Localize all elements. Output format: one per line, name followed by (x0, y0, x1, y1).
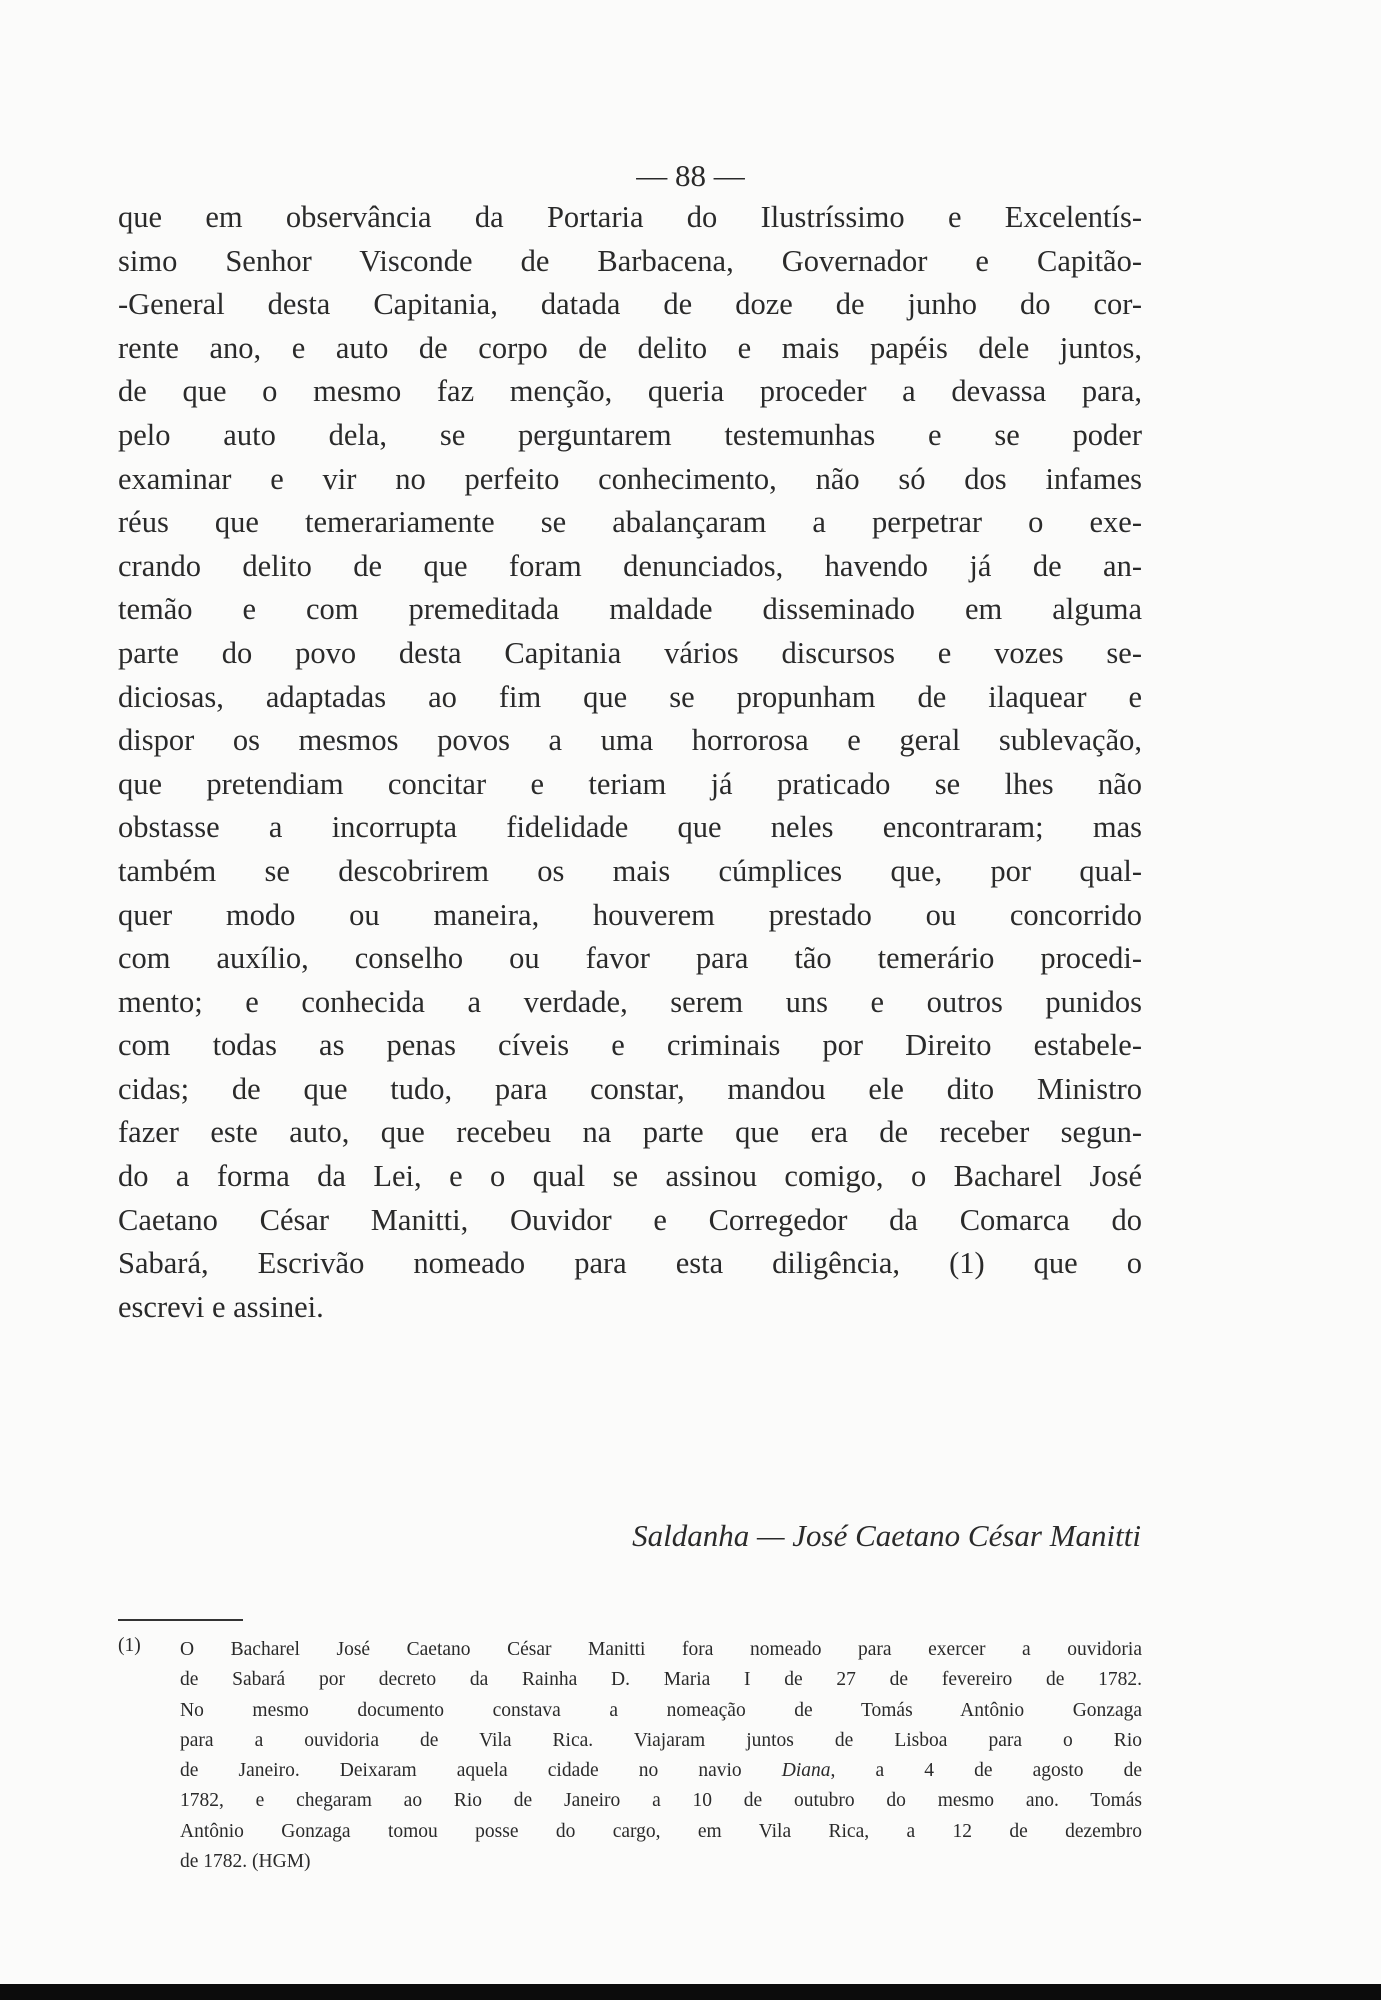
footnote-line: de Janeiro. Deixaram aquela cidade no navio Diana, a 4 de agosto de (180, 1760, 1142, 1782)
text-line: crando delito de que foram denunciados, havendo já de an- (118, 548, 1142, 583)
footnote-line: para a ouvidoria de Vila Rica. Viajaram juntos de Lisboa para o Rio (180, 1729, 1142, 1751)
footnote-line: de 1782. (HGM) (180, 1851, 311, 1873)
page-number: — 88 — (636, 158, 745, 193)
footnote-divider (118, 1619, 243, 1621)
footnote-line: 1782, e chegaram ao Rio de Janeiro a 10 de outubro do mesmo ano. Tomás (180, 1790, 1142, 1812)
text-line: que pretendiam concitar e teriam já praticado se lhes não (118, 766, 1142, 801)
text-line: Caetano César Manitti, Ouvidor e Corregedor da Comarca do (118, 1202, 1142, 1237)
footnote (118, 1635, 1142, 1877)
text-line: com todas as penas cíveis e criminais por Direito estabele- (118, 1028, 1142, 1063)
text-line: de que o mesmo faz menção, queria proceder a devassa para, (118, 374, 1142, 409)
text-line: quer modo ou maneira, houverem prestado ou concorrido (118, 897, 1142, 932)
body-text (118, 196, 1142, 1329)
text-line: simo Senhor Visconde de Barbacena, Governador e Capitão- (118, 243, 1142, 278)
text-line: rente ano, e auto de corpo de delito e mais papéis dele juntos, (118, 330, 1142, 365)
text-line: obstasse a incorrupta fidelidade que neles encontraram; mas (118, 810, 1142, 845)
text-line: também se descobrirem os mais cúmplices que, por qual- (118, 853, 1142, 888)
text-line: réus que temerariamente se abalançaram a perpetrar o exe- (118, 505, 1142, 540)
text-line: parte do povo desta Capitania vários discursos e vozes se- (118, 635, 1142, 670)
text-line: pelo auto dela, se perguntarem testemunhas e se poder (118, 417, 1142, 452)
signature: Saldanha — José Caetano César Manitti (632, 1518, 1141, 1553)
text-line: com auxílio, conselho ou favor para tão temerário procedi- (118, 941, 1142, 976)
text-line: temão e com premeditada maldade disseminado em alguma (118, 592, 1142, 627)
footnote-line: O Bacharel José Caetano César Manitti fora nomeado para exercer a ouvidoria (180, 1639, 1142, 1660)
footnote-line: de Sabará por decreto da Rainha D. Maria I de 27 de fevereiro de 1782. (180, 1669, 1142, 1691)
scan-border (0, 1984, 1381, 2000)
text-line: cidas; de que tudo, para constar, mandou ele dito Ministro (118, 1071, 1142, 1106)
footnote-mark: (1) (118, 1635, 141, 1656)
text-line: examinar e vir no perfeito conhecimento, não só dos infames (118, 461, 1142, 496)
text-line: fazer este auto, que recebeu na parte que era de receber segun- (118, 1115, 1142, 1150)
text-line: Sabará, Escrivão nomeado para esta diligência, (1) que o (118, 1246, 1142, 1281)
text-line: escrevi e assinei. (118, 1289, 324, 1324)
footnote-line: No mesmo documento constava a nomeação de Tomás Antônio Gonzaga (180, 1699, 1142, 1721)
text-line: que em observância da Portaria do Ilustríssimo e Excelentís- (118, 200, 1142, 234)
footnote-text (180, 1635, 1142, 1877)
text-line: -General desta Capitania, datada de doze de junho do cor- (118, 287, 1142, 322)
text-line: do a forma da Lei, e o qual se assinou comigo, o Bacharel José (118, 1159, 1142, 1194)
footnote-line: Antônio Gonzaga tomou posse do cargo, em Vila Rica, a 12 de dezembro (180, 1820, 1142, 1842)
text-line: mento; e conhecida a verdade, serem uns e outros punidos (118, 984, 1142, 1019)
text-line: diciosas, adaptadas ao fim que se propunham de ilaquear e (118, 679, 1142, 714)
text-line: dispor os mesmos povos a uma horrorosa e geral sublevação, (118, 723, 1142, 758)
